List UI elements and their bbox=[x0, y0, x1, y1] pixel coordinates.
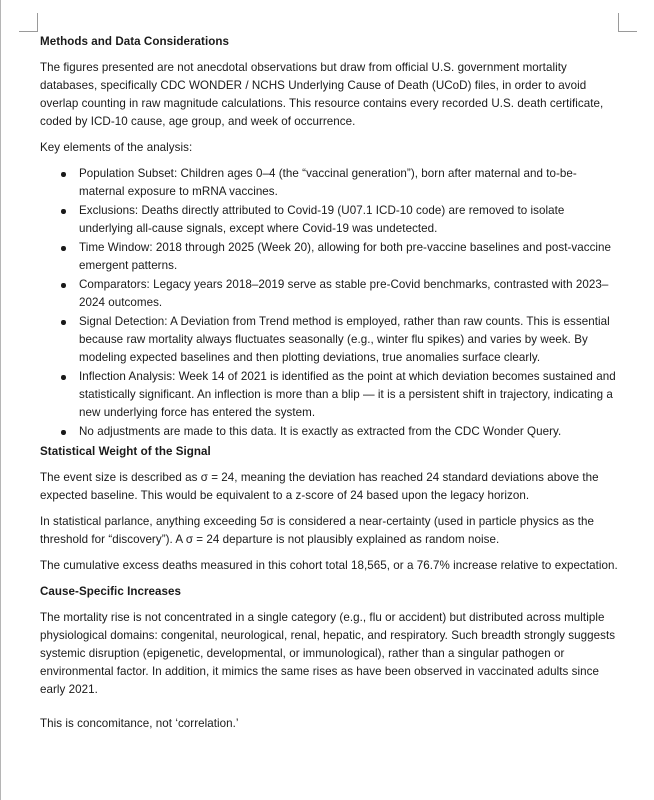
list-item: No adjustments are made to this data. It is exactly as extracted from the CDC Wonder Query. bbox=[79, 423, 618, 441]
cause-paragraph: The mortality rise is not concentrated in a single category (e.g., flu or accident) but distributed across multiple physiological domains: congenital, neurological, renal, hepatic, and respiratory. Such breadth strongly suggests systemic disruption (epigenetic, developmental, or immunological), rather than a singular pathogen or environmental factor. In addition, it mimics the same rises as have been observed in vaccinated adults since early 2021. bbox=[40, 611, 616, 696]
section-heading-statistical-weight: Statistical Weight of the Signal bbox=[40, 445, 211, 458]
list-item: Comparators: Legacy years 2018–2019 serve as stable pre-Covid benchmarks, contrasted with 2023–2024 outcomes. bbox=[79, 276, 618, 312]
list-item: Population Subset: Children ages 0–4 (the “vaccinal generation”), born after maternal and to-be-maternal exposure to mRNA vaccines. bbox=[79, 165, 618, 201]
section-heading-cause-specific: Cause-Specific Increases bbox=[40, 585, 182, 598]
list-item: Time Window: 2018 through 2025 (Week 20), allowing for both pre-vaccine baselines and post-vaccine emergent patterns. bbox=[79, 239, 618, 275]
crop-mark-top-right bbox=[618, 13, 637, 32]
list-item: Signal Detection: A Deviation from Trend method is employed, rather than raw counts. This is essential because raw mortality always fluctuates seasonally (e.g., winter flu spikes) and varies by week. By modeling expected baselines and then plotting deviations, true anomalies surface clearly. bbox=[79, 313, 618, 367]
list-item: Exclusions: Deaths directly attributed to Covid-19 (U07.1 ICD-10 code) are removed to isolate underlying all-cause signals, except where Covid-19 was undetected. bbox=[79, 202, 618, 238]
methods-paragraph: The figures presented are not anecdotal observations but draw from official U.S. government mortality databases, specifically CDC WONDER / NCHS Underlying Cause of Death (UCoD) files, in order to avoid overlap counting in raw magnitude calculations. This resource contains every recorded U.S. death certificate, coded by ICD-10 cause, age group, and week of occurrence. bbox=[40, 61, 604, 128]
excess-deaths-paragraph: The cumulative excess deaths measured in this cohort total 18,565, or a 76.7% increase relative to expectation. bbox=[40, 559, 618, 572]
page-left-edge bbox=[0, 0, 1, 800]
closing-statement: This is concomitance, not ‘correlation.’ bbox=[40, 717, 239, 730]
sigma-paragraph: The event size is described as σ = 24, meaning the deviation has reached 24 standard deviations above the expected baseline. This would be equivalent to a z-score of 24 based upon the legacy horizon. bbox=[40, 471, 599, 502]
key-elements-intro: Key elements of the analysis: bbox=[40, 141, 193, 154]
key-elements-list bbox=[40, 165, 618, 441]
list-item: Inflection Analysis: Week 14 of 2021 is identified as the point at which deviation becomes sustained and statistically significant. An inflection is more than a blip — it is a persistent shift in trajectory, indicating a new underlying force has entered the system. bbox=[79, 368, 618, 422]
crop-mark-top-left bbox=[19, 13, 38, 32]
section-heading-methods: Methods and Data Considerations bbox=[40, 35, 230, 48]
parlance-paragraph: In statistical parlance, anything exceeding 5σ is considered a near-certainty (used in particle physics as the threshold for “discovery”). A σ = 24 departure is not plausibly explained as random noise. bbox=[40, 515, 594, 546]
document-body bbox=[40, 33, 618, 741]
